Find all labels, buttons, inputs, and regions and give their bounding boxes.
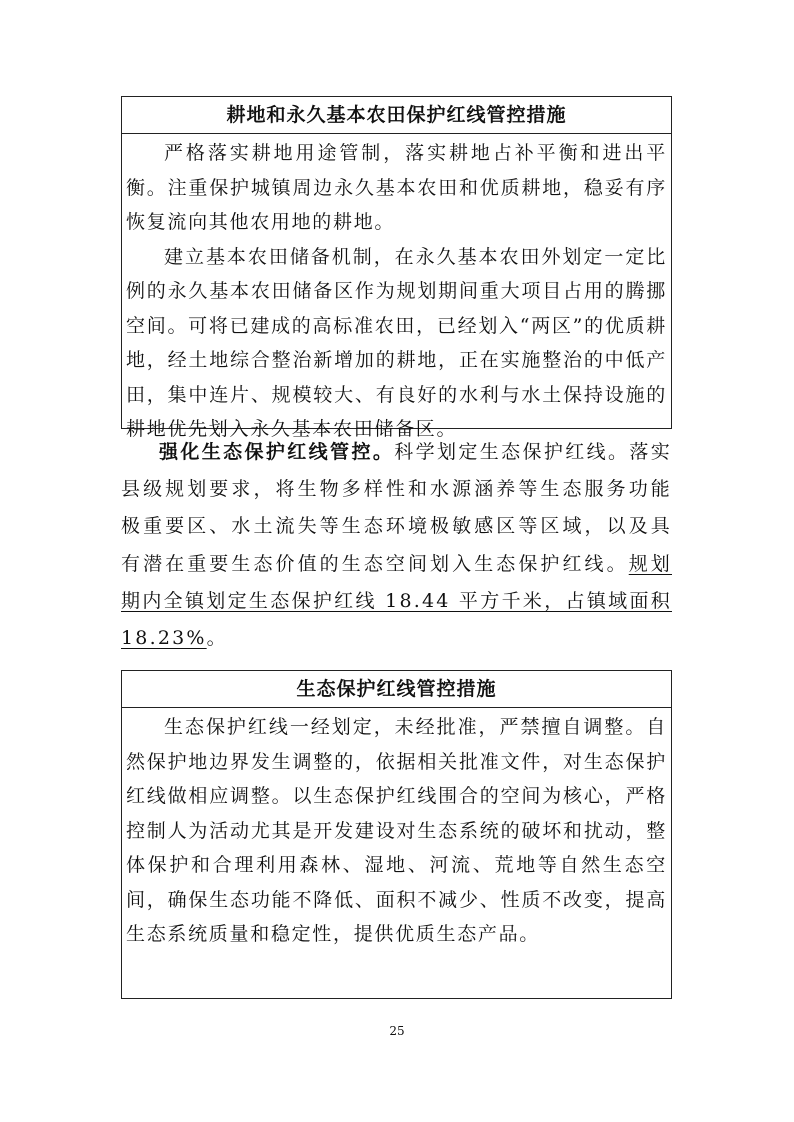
farmland-measures-box [121, 96, 672, 440]
ecological-measures-body [122, 708, 671, 952]
page-number: 25 [389, 1024, 405, 1038]
ecological-redline-paragraph [121, 434, 672, 657]
ecological-measures-paragraph: 生态保护红线一经划定，未经批准，严禁擅自调整。自然保护地边界发生调整的，依据相关批准文件，对生态保护红线做相应调整。以生态保护红线围合的空间为核心，严格控制人为活动尤其是开发建设对生态系统的破坏和扰动，整体保护和合理利用森林、湿地、河流、荒地等自然生态空间，确保生态功能不降低、面积不减少、性质不改变，提高生态系统质量和稳定性，提供优质生态产品。 [126, 716, 667, 945]
ecological-redline-end: 。 [206, 627, 228, 650]
farmland-measures-title: 耕地和永久基本农田保护红线管控措施 [122, 97, 671, 134]
ecological-measures-title: 生态保护红线管控措施 [122, 671, 671, 708]
farmland-measures-body [122, 134, 671, 447]
farmland-paragraph-2: 建立基本农田储备机制，在永久基本农田外划定一定比例的永久基本农田储备区作为规划期间重大项目占用的腾挪空间。可将已建成的高标准农田，已经划入“两区”的优质耕地，经土地综合整治新增加的耕地，正在实施整治的中低产田，集中连片、规模较大、有良好的水利与水土保持设施的耕地优先划入永久基本农田储备区。 [126, 245, 667, 440]
ecological-redline-lead: 强化生态保护红线管控。 [159, 441, 395, 463]
farmland-paragraph-1: 严格落实耕地用途管制，落实耕地占补平衡和进出平衡。注重保护城镇周边永久基本农田和优质耕地，稳妥有序恢复流向其他农用地的耕地。 [126, 142, 667, 233]
ecological-redline-area-statement: 规划期内全镇划定生态保护红线 18.44 平方千米，占镇域面积 18.23% [121, 552, 672, 650]
ecological-measures-box [121, 670, 672, 999]
ecological-redline-text: 科学划定生态保护红线。落实县级规划要求，将生物多样性和水源涵养等生态服务功能极重要区、水土流失等生态环境极敏感区等区域，以及具有潜在重要生态价值的生态空间划入生态保护红线。 [121, 441, 673, 575]
